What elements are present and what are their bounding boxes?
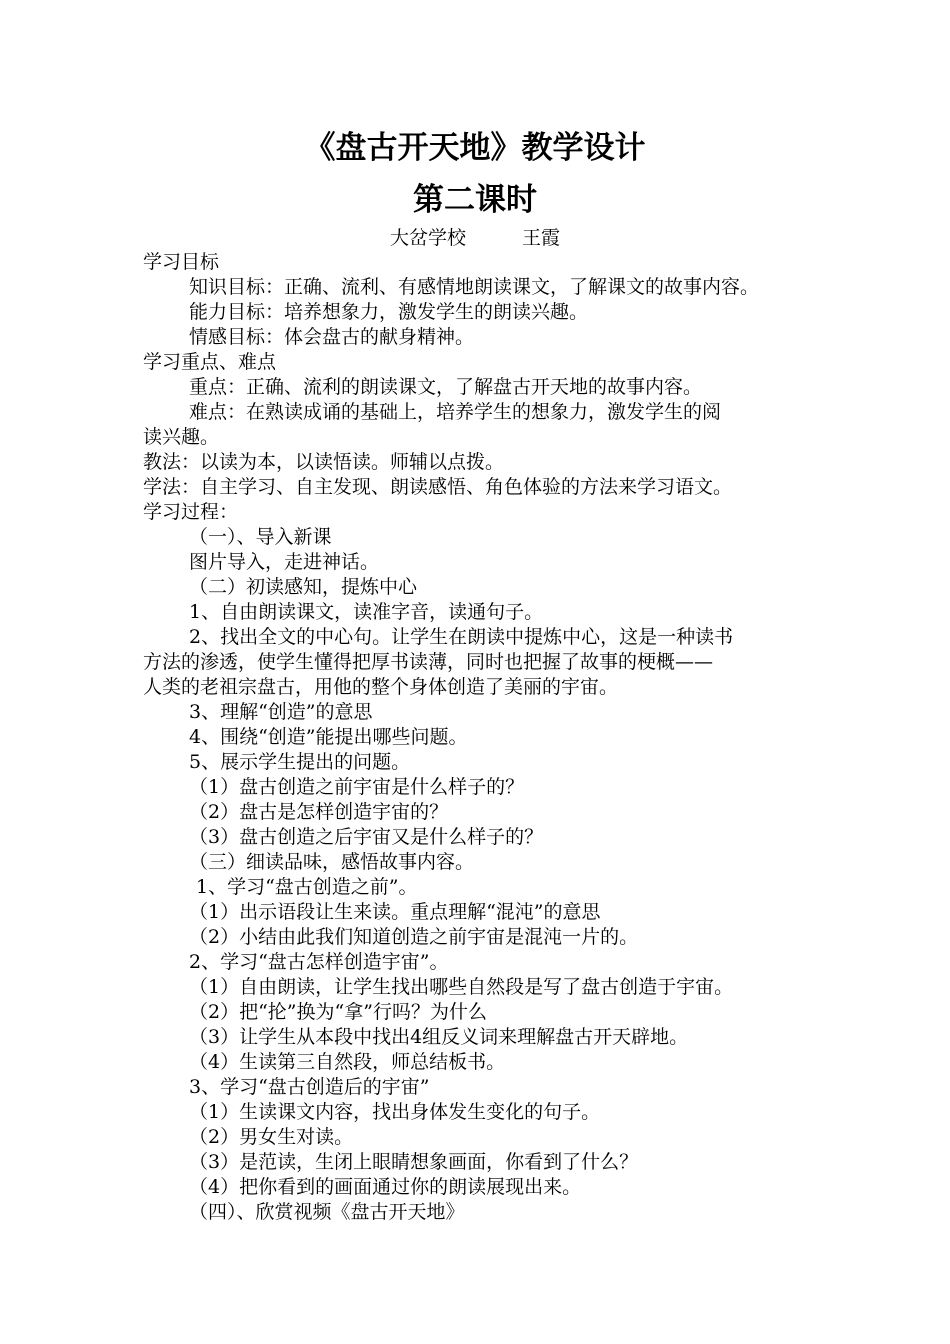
- text-line: （三）细读品味，感悟故事内容。: [189, 851, 475, 873]
- text-line: 3、理解“创造”的意思: [189, 701, 373, 723]
- text-line: 人类的老祖宗盘古，用他的整个身体创造了美丽的宇宙。: [143, 676, 619, 698]
- text-line: 图片导入，走进神话。: [189, 551, 380, 573]
- section-heading-key-points: 学习重点、难点: [143, 351, 277, 373]
- text-line: 学法：自主学习、自主发现、朗读感悟、角色体验的方法来学习语文。: [143, 476, 733, 498]
- text-line: 读兴趣。: [143, 426, 220, 448]
- text-line: （一）、导入新课: [189, 526, 332, 548]
- text-line: （2）小结由此我们知道创造之前宇宙是混沌一片的。: [189, 926, 639, 948]
- author-line: [0, 226, 950, 251]
- text-line: 重点：正确、流利的朗读课文，了解盘古开天地的故事内容。: [189, 376, 703, 398]
- text-line: （4）把你看到的画面通过你的朗读展现出来。: [189, 1176, 582, 1198]
- text-line: （2）男女生对读。: [189, 1126, 354, 1148]
- author-name: 王霞: [522, 227, 561, 249]
- school-name: 大岔学校: [389, 227, 466, 249]
- text-line: （1）生读课文内容，找出身体发生变化的句子。: [189, 1101, 601, 1123]
- text-line: （3）让学生从本段中找出4组反义词来理解盘古开天辟地。: [189, 1026, 689, 1048]
- document-subtitle: 第二课时: [413, 182, 537, 218]
- text-line: （2）把“抡”换为“拿”行吗？为什么: [189, 1001, 487, 1023]
- text-line: 情感目标：体会盘古的献身精神。: [189, 326, 475, 348]
- text-line: （1）自由朗读，让学生找出哪些自然段是写了盘古创造于宇宙。: [189, 976, 734, 998]
- text-line: （4）生读第三自然段，师总结板书。: [189, 1051, 506, 1073]
- text-line: （1）盘古创造之前宇宙是什么样子的？: [189, 776, 525, 798]
- section-heading-process: 学习过程：: [143, 501, 239, 523]
- text-line: （2）盘古是怎样创造宇宙的？: [189, 801, 449, 823]
- text-line: 教法：以读为本，以读悟读。师辅以点拨。: [143, 451, 505, 473]
- text-line: 5、展示学生提出的问题。: [189, 751, 411, 773]
- text-line: （二）初读感知，提炼中心: [189, 576, 418, 598]
- text-line: 4、围绕“创造”能提出哪些问题。: [189, 726, 468, 748]
- text-line: 2、找出全文的中心句。让学生在朗读中提炼中心，这是一种读书: [189, 626, 734, 648]
- text-line: （1）出示语段让生来读。重点理解“混沌”的意思: [189, 901, 601, 923]
- text-line: 难点：在熟读成诵的基础上，培养学生的想象力，激发学生的阅: [189, 401, 722, 423]
- text-line: 2、学习“盘古怎样创造宇宙”。: [189, 951, 449, 973]
- text-line: （3）是范读，生闭上眼睛想象画面，你看到了什么？: [189, 1151, 639, 1173]
- text-line: 方法的渗透，使学生懂得把厚书读薄，同时也把握了故事的梗概——: [143, 651, 714, 673]
- text-line: 1、自由朗读课文，读准字音，读通句子。: [189, 601, 544, 623]
- text-line: 知识目标：正确、流利、有感情地朗读课文，了解课文的故事内容。: [189, 276, 760, 298]
- document-title: 《盘古开天地》教学设计: [304, 130, 646, 166]
- text-line: （四）、欣赏视频《盘古开天地》: [189, 1201, 465, 1223]
- section-heading-goals: 学习目标: [143, 251, 220, 273]
- text-line: 能力目标：培养想象力，激发学生的朗读兴趣。: [189, 301, 589, 323]
- text-line: 3、学习“盘古创造后的宇宙”: [189, 1076, 430, 1098]
- text-line: 1、学习“盘古创造之前”。: [196, 876, 418, 898]
- text-line: （3）盘古创造之后宇宙又是什么样子的？: [189, 826, 544, 848]
